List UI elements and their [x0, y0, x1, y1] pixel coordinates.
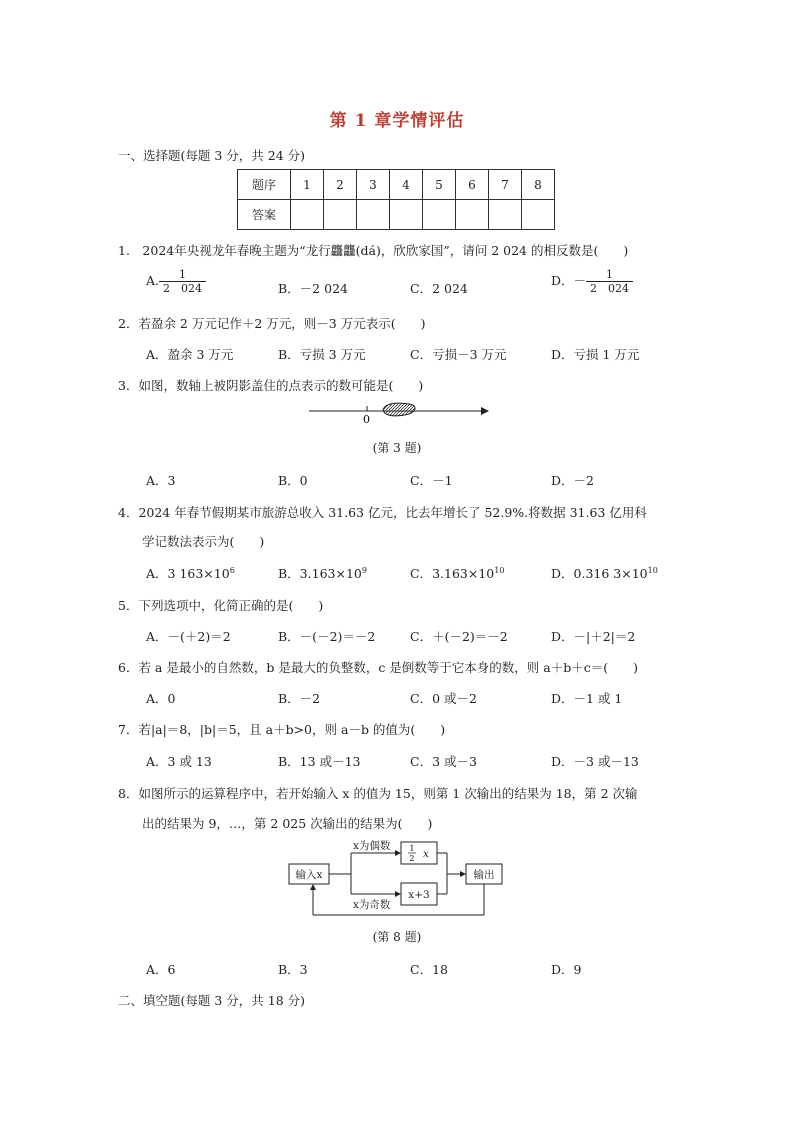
q5-option-d[interactable]: D．－|＋2|＝2: [551, 629, 636, 644]
q6-option-c[interactable]: C．0 或－2: [410, 691, 477, 706]
q1-option-a-label: A.: [146, 273, 160, 288]
flowchart-figure: [285, 836, 510, 920]
q6-option-d[interactable]: D．－1 或 1: [551, 691, 623, 706]
q6-option-a[interactable]: A．0: [146, 691, 176, 706]
table-cell-number: 3: [357, 170, 390, 200]
answer-table: [237, 169, 555, 230]
q4-option-a-text: A．3 163×10: [146, 566, 230, 581]
question-4-stem-line1: 4．2024 年春节假期某市旅游总收入 31.63 亿元，比去年增长了 52.9%.将数据 31.63 亿用科: [118, 505, 647, 520]
answer-cell[interactable]: [456, 200, 489, 230]
flow-odd-label: x为奇数: [353, 899, 391, 911]
figure-caption-3: (第 3 题): [372, 441, 422, 455]
answer-cell[interactable]: [357, 200, 390, 230]
table-cell-number: 5: [423, 170, 456, 200]
page-title: 第 1 章学情评估: [329, 111, 465, 131]
axis-arrow-icon: [481, 407, 489, 415]
fraction-denominator: 2 024: [163, 282, 203, 295]
q7-option-c[interactable]: C．3 或－3: [410, 754, 477, 769]
q5-option-c[interactable]: C．＋(－2)＝－2: [410, 629, 508, 644]
q1-option-a-fraction: [159, 268, 206, 295]
q3-option-b[interactable]: B．0: [278, 473, 308, 488]
q8-option-a[interactable]: A．6: [146, 962, 176, 977]
q5-option-b[interactable]: B．－(－2)＝－2: [278, 629, 376, 644]
q8-option-b[interactable]: B．3: [278, 962, 308, 977]
q1-option-d[interactable]: [551, 268, 633, 295]
table-cell-number: 2: [324, 170, 357, 200]
exponent: 10: [494, 565, 505, 575]
q4-option-a[interactable]: [146, 564, 235, 582]
answer-cell[interactable]: [291, 200, 324, 230]
axis-zero-label: 0: [363, 413, 370, 426]
question-3-stem: 3．如图，数轴上被阴影盖住的点表示的数可能是( ): [118, 378, 424, 393]
q2-option-b[interactable]: B．亏损 3 万元: [278, 347, 366, 362]
q2-option-c[interactable]: C．亏损－3 万元: [410, 347, 507, 362]
answer-cell[interactable]: [423, 200, 456, 230]
question-8-stem-line1: 8．如图所示的运算程序中，若开始输入 x 的值为 15，则第 1 次输出的结果为 18，第 2 次输: [118, 786, 638, 801]
figure-caption-8: (第 8 题): [372, 930, 422, 944]
table-cell-number: 6: [456, 170, 489, 200]
arrow-icon: [310, 884, 316, 890]
table-row: [238, 170, 555, 200]
answer-cell[interactable]: [489, 200, 522, 230]
q4-option-b[interactable]: [278, 564, 367, 582]
flow-plus3-label: x+3: [408, 889, 430, 901]
exponent: 9: [361, 565, 367, 575]
table-cell-number: 1: [291, 170, 324, 200]
question-1-stem: 1. 2024年央视龙年春晚主题为“龙行龘龘(dá)，欣欣家国”，请问 2 024 的相反数是( ): [118, 243, 629, 258]
q3-option-d[interactable]: D．－2: [551, 473, 594, 488]
q1-option-d-label: D．－: [551, 273, 587, 288]
table-cell-number: 4: [390, 170, 423, 200]
q2-option-a[interactable]: A．盈余 3 万元: [146, 347, 234, 362]
q5-option-a[interactable]: A．－(＋2)＝2: [146, 629, 231, 644]
q4-option-c[interactable]: [410, 564, 504, 582]
table-header-answer: 答案: [238, 200, 291, 230]
q3-option-c[interactable]: C．－1: [410, 473, 453, 488]
q4-option-d-text: D．0.316 3×10: [551, 566, 648, 581]
answer-cell[interactable]: [324, 200, 357, 230]
table-cell-number: 7: [489, 170, 522, 200]
answer-cell[interactable]: [522, 200, 555, 230]
q4-option-c-text: C．3.163×10: [410, 566, 495, 581]
fraction-denominator: 2 024: [590, 282, 630, 295]
question-8-stem-line2: 出的结果为 9，…，第 2 025 次输出的结果为( ): [142, 816, 433, 831]
flow-output-label: 输出: [473, 869, 495, 881]
exponent: 6: [229, 565, 235, 575]
fraction-numerator: 1: [159, 268, 206, 282]
q7-option-a[interactable]: A．3 或 13: [146, 754, 212, 769]
q1-option-d-fraction: [586, 268, 633, 295]
arrow-icon: [460, 871, 466, 877]
q6-option-b[interactable]: B．－2: [278, 691, 321, 706]
q3-option-a[interactable]: A．3: [146, 473, 176, 488]
question-4-stem-line2: 学记数法表示为( ): [142, 534, 265, 549]
q1-option-c[interactable]: C．2 024: [410, 281, 468, 296]
answer-cell[interactable]: [390, 200, 423, 230]
q4-option-b-text: B．3.163×10: [278, 566, 362, 581]
table-header-order: 题序: [238, 170, 291, 200]
flow-half-numerator: 1: [409, 844, 415, 854]
q1-option-a[interactable]: [146, 268, 206, 295]
table-row: [238, 200, 555, 230]
arrow-icon: [395, 891, 401, 897]
question-2-stem: 2．若盈余 2 万元记作＋2 万元，则－3 万元表示( ): [118, 316, 426, 331]
flow-input-label: 输入x: [295, 869, 323, 881]
question-7-stem: 7．若|a|＝8，|b|＝5，且 a＋b>0，则 a－b 的值为( ): [118, 722, 446, 737]
q8-option-c[interactable]: C．18: [410, 962, 448, 977]
q2-option-d[interactable]: D．亏损 1 万元: [551, 347, 640, 362]
flow-even-label: x为偶数: [353, 840, 391, 852]
q7-option-d[interactable]: D．－3 或－13: [551, 754, 639, 769]
arrow-icon: [395, 850, 401, 856]
section-heading-fill: 二、填空题(每题 3 分，共 18 分): [118, 993, 306, 1008]
q1-option-b[interactable]: B．－2 024: [278, 281, 348, 296]
question-5-stem: 5．下列选项中，化简正确的是( ): [118, 598, 324, 613]
flow-half-denominator: 2: [409, 854, 415, 864]
fraction-numerator: 1: [586, 268, 633, 282]
flow-half-box: [401, 842, 437, 864]
question-6-stem: 6．若 a 是最小的自然数，b 是最大的负整数，c 是倒数等于它本身的数，则 a＋b＋c＝( ): [118, 660, 638, 675]
shaded-blob: [383, 403, 415, 416]
exponent: 10: [647, 565, 658, 575]
flow-half-variable: x: [423, 848, 429, 860]
number-line-figure: [305, 398, 490, 428]
q4-option-d[interactable]: [551, 564, 658, 582]
q8-option-d[interactable]: D．9: [551, 962, 582, 977]
q7-option-b[interactable]: B．13 或－13: [278, 754, 361, 769]
table-cell-number: 8: [522, 170, 555, 200]
section-heading-choice: 一、选择题(每题 3 分，共 24 分): [118, 148, 306, 163]
